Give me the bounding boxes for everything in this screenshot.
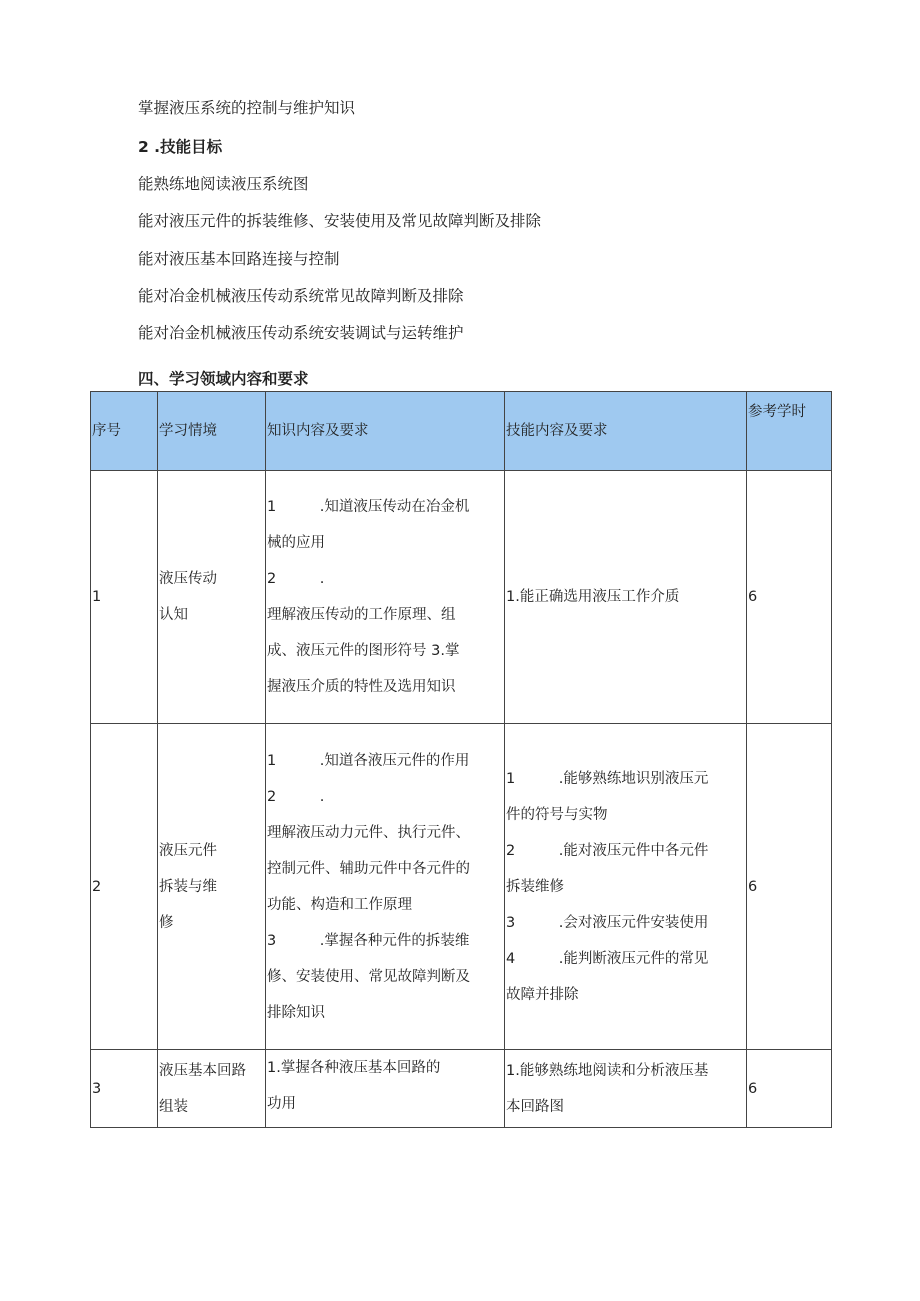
- row-no: 1: [91, 471, 158, 724]
- knowledge-line: 1 .知道各液压元件的作用: [267, 752, 470, 769]
- skill-line: 本回路图: [506, 1098, 564, 1115]
- knowledge-line: 控制元件、辅助元件中各元件的: [267, 860, 470, 877]
- skill-item: 能对液压元件的拆装维修、安装使用及常见故障判断及排除: [138, 212, 542, 230]
- knowledge-line: 理解液压动力元件、执行元件、: [267, 824, 470, 841]
- skill-item: 能对冶金机械液压传动系统安装调试与运转维护: [138, 324, 464, 342]
- skill-item: 能对冶金机械液压传动系统常见故障判断及排除: [138, 287, 464, 305]
- header-hours: 参考学时: [747, 392, 832, 471]
- knowledge-line: 成、液压元件的图形符号 3.掌: [267, 643, 460, 659]
- knowledge-line: 2 .: [267, 571, 325, 587]
- row-hours: 6: [747, 724, 832, 1050]
- content-table: [90, 391, 832, 1128]
- situation-line: 拆装与维: [159, 878, 217, 895]
- situation-line: 液压基本回路: [159, 1062, 246, 1079]
- skill-line: 件的符号与实物: [506, 806, 608, 823]
- knowledge-line: 1.掌握各种液压基本回路的: [267, 1060, 441, 1076]
- skill-line: 4 .能判断液压元件的常见: [506, 950, 709, 967]
- row-hours: 6: [747, 1050, 832, 1128]
- header-skill: 技能内容及要求: [505, 392, 747, 471]
- row-knowledge: [266, 1050, 505, 1128]
- row-hours: 6: [747, 471, 832, 724]
- skill-line: 1.能够熟练地阅读和分析液压基: [506, 1062, 709, 1079]
- situation-line: 组装: [159, 1098, 188, 1115]
- knowledge-line: 2 .: [267, 788, 325, 805]
- row-knowledge: [266, 471, 505, 724]
- row-situation: [158, 471, 266, 724]
- table-row: [91, 1050, 832, 1128]
- skill-line: 拆装维修: [506, 878, 564, 895]
- skill-item: 能熟练地阅读液压系统图: [138, 175, 309, 193]
- table-row: [91, 724, 832, 1050]
- skill-line: 故障并排除: [506, 986, 579, 1003]
- row-no: 3: [91, 1050, 158, 1128]
- table-row: [91, 471, 832, 724]
- header-no: 序号: [91, 392, 158, 471]
- row-skill: [505, 471, 747, 724]
- knowledge-line: 3 .掌握各种元件的拆装维: [267, 932, 470, 949]
- knowledge-line: 1 .知道液压传动在冶金机: [267, 499, 470, 515]
- situation-line: 修: [159, 914, 174, 931]
- skill-line: 1.能正确选用液压工作介质: [506, 589, 680, 605]
- row-skill: [505, 1050, 747, 1128]
- knowledge-line: 排除知识: [267, 1004, 325, 1021]
- skill-item: 能对液压基本回路连接与控制: [138, 250, 340, 268]
- knowledge-line: 理解液压传动的工作原理、组: [267, 607, 456, 623]
- row-skill: [505, 724, 747, 1050]
- skill-line: 1 .能够熟练地识别液压元: [506, 770, 709, 787]
- table-header-row: [91, 392, 832, 471]
- knowledge-line: 修、安装使用、常见故障判断及: [267, 968, 470, 985]
- intro-line: 掌握液压系统的控制与维护知识: [138, 99, 356, 117]
- knowledge-line: 械的应用: [267, 535, 325, 551]
- section-heading-skills: 2 .技能目标: [138, 138, 223, 156]
- knowledge-line: 握液压介质的特性及选用知识: [267, 679, 456, 695]
- knowledge-line: 功能、构造和工作原理: [267, 896, 412, 913]
- knowledge-line: 功用: [267, 1096, 296, 1112]
- situation-line: 认知: [159, 607, 188, 623]
- row-situation: [158, 724, 266, 1050]
- section-heading-content: 四、学习领域内容和要求: [138, 370, 309, 388]
- skill-line: 3 .会对液压元件安装使用: [506, 914, 709, 931]
- skill-line: 2 .能对液压元件中各元件: [506, 842, 709, 859]
- row-knowledge: [266, 724, 505, 1050]
- row-no: 2: [91, 724, 158, 1050]
- situation-line: 液压元件: [159, 842, 217, 859]
- header-situation: 学习情境: [158, 392, 266, 471]
- header-knowledge: 知识内容及要求: [266, 392, 505, 471]
- situation-line: 液压传动: [159, 571, 217, 587]
- row-situation: [158, 1050, 266, 1128]
